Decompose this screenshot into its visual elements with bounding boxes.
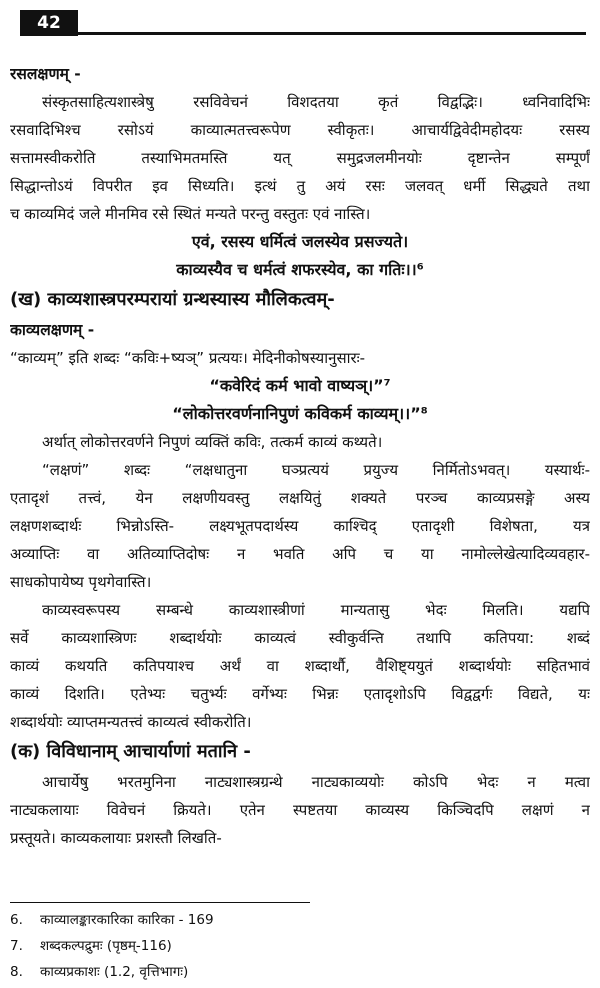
footnote-number: 8. (10, 964, 23, 980)
paragraph-line: रसवादिभिश्च रसोऽयं काव्यात्मतत्त्वरूपेण स्वीकृतः। आचार्यद्विवेदीमहोदयः रसस्य (10, 121, 590, 139)
footnote-number: 6. (10, 912, 23, 928)
footnotes (10, 907, 590, 985)
paragraph-line: काव्यं कथयति कतिपयाश्च अर्थं वा शब्दार्थौ, वैशिष्ट्ययुतं शब्दार्थयोः सहितभावं (10, 657, 590, 675)
quote-line: “लोकोत्तरवर्णनानिपुणं कविकर्म काव्यम्।।”⁸ (172, 404, 428, 423)
paragraph-line: अर्थात् लोकोत्तरवर्णने निपुणं व्यक्तिं कविः, तत्कर्म काव्यं कथ्यते। (42, 433, 383, 451)
paragraph-line: काव्यस्वरूपस्य सम्बन्धे काव्यशास्त्रीणां मान्यतासु भेदः मिलति। यद्यपि (42, 601, 590, 619)
paragraph-line: नाट्यकलायाः विवेचनं क्रियते। एतेन स्पष्टतया काव्यस्य किञ्चिदपि लक्षणं न (10, 801, 590, 819)
verse-line: काव्यस्यैव च धर्मत्वं शफरस्येव, का गतिः।।⁶ (176, 260, 424, 279)
verse-line: एवं, रसस्य धर्मित्वं जलस्येव प्रसज्यते। (191, 232, 409, 251)
paragraph-line: काव्यं दिशति। एतेभ्यः चतुर्भ्यः वर्गेभ्यः भिन्नः एतादृशोऽपि विद्वद्वर्गः विद्यते, यः (10, 685, 590, 703)
paragraph-line: संस्कृतसाहित्यशास्त्रेषु रसविवेचनं विशदतया कृतं विद्वद्भिः। ध्वनिवादिभिः (42, 93, 590, 111)
quote-line: “कवेरिदं कर्म भावो वाष्यञ्।”⁷ (209, 376, 391, 395)
paragraph-line: “काव्यम्” इति शब्दः “कविः+ष्यञ्” प्रत्ययः। मेदिनीकोषस्यानुसारः- (10, 349, 366, 367)
footnote-text: शब्दकल्पद्रुमः (पृष्ठम्-116) (40, 938, 172, 954)
paragraph-line: च काव्यमिदं जले मीनमिव रसे स्थितं मन्यते परन्तु वस्तुतः एवं नास्ति। (10, 205, 371, 223)
paragraph-line: शब्दार्थयोः व्याप्तमन्यतत्त्वं काव्यत्वं स्वीकरोति। (10, 713, 252, 731)
section-heading-kavyalakshanam: काव्यलक्षणम् - (10, 321, 95, 339)
section-heading-rasalakshanam: रसलक्षणम् - (10, 65, 81, 83)
paragraph-line: साधकोपायेष्य पृथगेवास्ति। (10, 573, 152, 591)
body-text (10, 60, 590, 852)
paragraph-line: लक्षणशब्दार्थः भिन्नोऽस्ति- लक्ष्यभूतपदार्थस्य काश्चिद् एतादृशी विशेषता, यत्र (10, 517, 590, 535)
footnote-item (10, 933, 590, 959)
footnote-rule (10, 902, 310, 903)
footnote-number: 7. (10, 938, 23, 954)
paragraph-line: “लक्षणं” शब्दः “लक्षधातुना घञ्प्रत्ययं प्रयुज्य निर्मितोऽभवत्। यस्यार्थः- (42, 461, 590, 479)
paragraph-line: एतादृशं तत्त्वं, येन लक्षणीयवस्तु लक्षयितुं शक्यते परञ्च काव्यप्रसङ्गे अस्य (10, 489, 590, 507)
paragraph-line: आचार्येषु भरतमुनिना नाट्यशास्त्रग्रन्थे नाट्यकाव्ययोः कोऽपि भेदः न मत्वा (42, 773, 590, 791)
section-heading-kha: (ख) काव्यशास्त्रपरम्परायां ग्रन्थस्यास्य मौलिकत्वम्- (10, 289, 335, 310)
paragraph-line: सिद्धान्तोऽयं विपरीत इव सिध्यति। इत्थं तु अयं रसः जलवत् धर्मी सिद्ध्यते तथा (10, 177, 590, 195)
footnote-item (10, 959, 590, 985)
footnote-text: काव्यप्रकाशः (1.2, वृत्तिभागः) (40, 964, 189, 980)
footnote-item (10, 907, 590, 933)
header-rule (78, 32, 586, 35)
footnote-text: काव्यालङ्कारकारिका कारिका - 169 (40, 912, 214, 928)
paragraph-line: अव्याप्तिः वा अतिव्याप्तिदोषः न भवति अपि च या नामोल्लेखेत्यादिव्यवहार- (10, 545, 590, 563)
paragraph-line: सत्तामस्वीकरोति तस्याभिमतमस्ति यत् समुद्रजलमीनयोः दृष्टान्तेन सम्पूर्णं (10, 149, 590, 167)
page-header (20, 10, 586, 36)
paragraph-line: प्रस्तूयते। काव्यकलायाः प्रशस्तौ लिखति- (10, 829, 222, 847)
paragraph-line: सर्वे काव्यशास्त्रिणः शब्दार्थयोः काव्यत्वं स्वीकुर्वन्ति तथापि कतिपया: शब्दं (10, 629, 590, 647)
page-number: 42 (20, 10, 78, 36)
section-heading-ka: (क) विविधानाम् आचार्याणां मतानि - (10, 741, 251, 762)
